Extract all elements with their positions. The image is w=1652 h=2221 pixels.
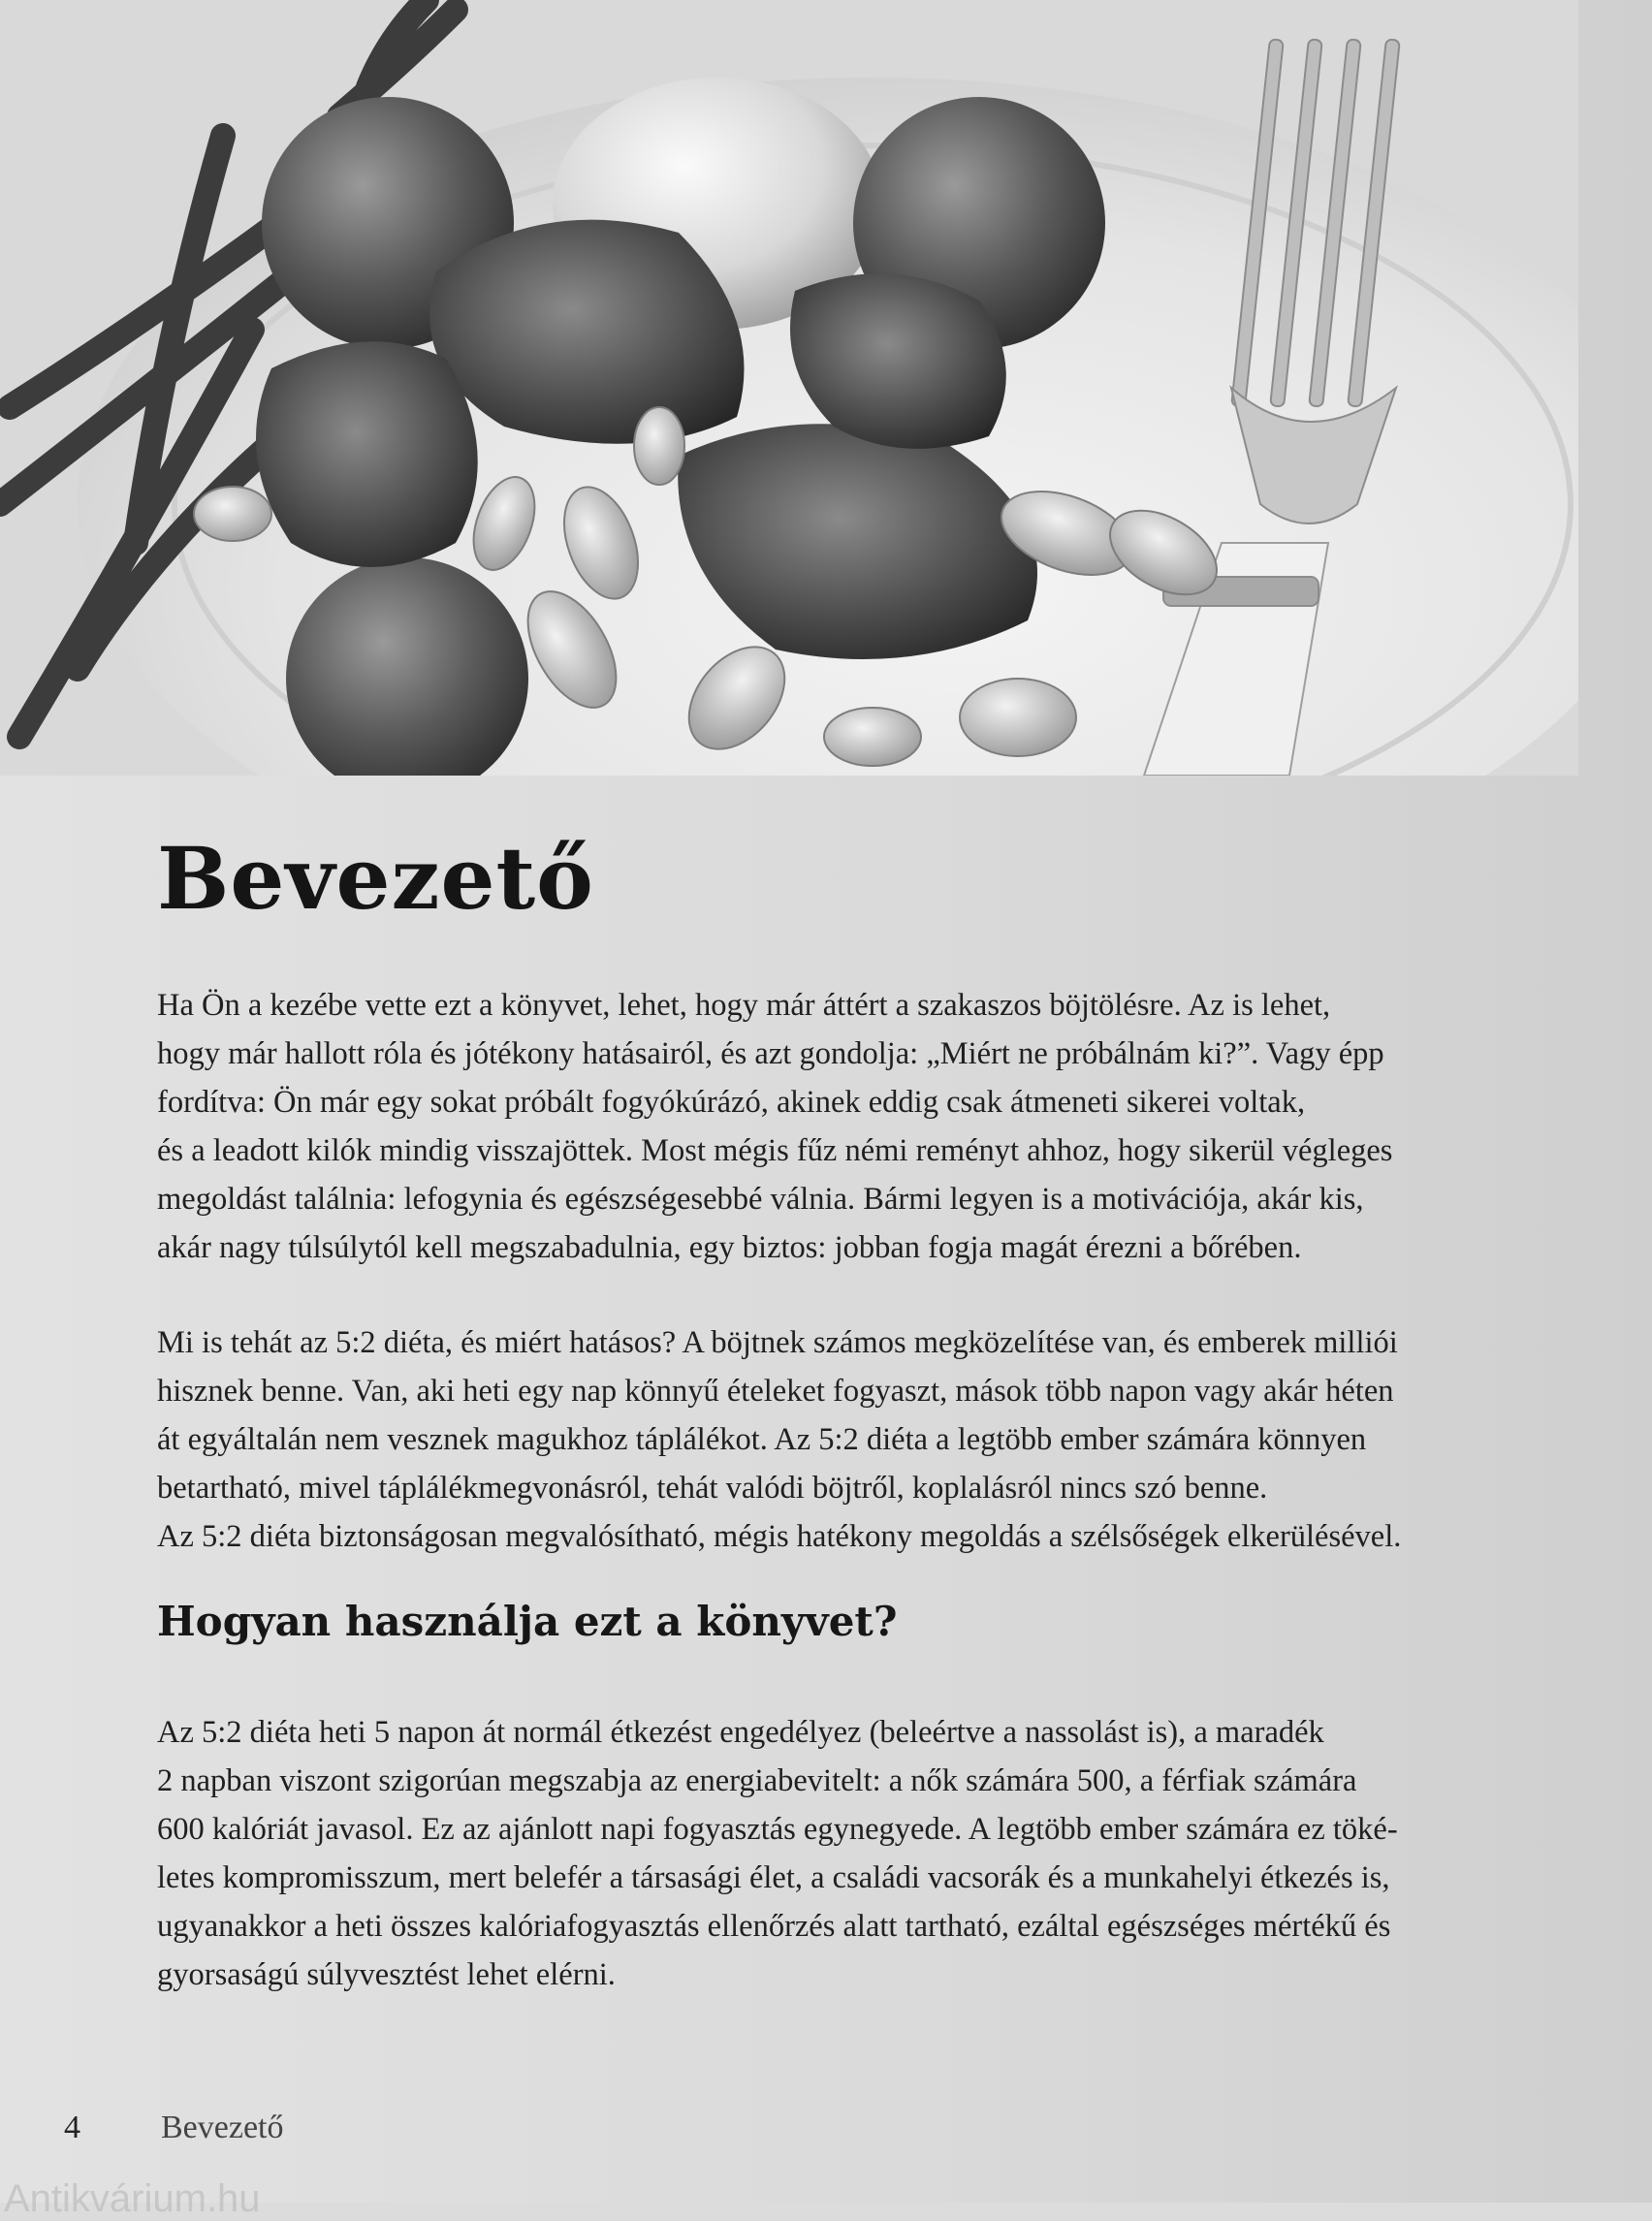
paragraph-line: át egyáltalán nem vesznek magukhoz táplálékot. Az 5:2 diéta a legtöbb ember számára könnyen	[157, 1422, 1367, 1457]
running-footer: Bevezető	[161, 2110, 284, 2145]
paragraph-line: Mi is tehát az 5:2 diéta, és miért hatásos? A böjtnek számos megközelítése van, és emberek milliói	[157, 1325, 1398, 1360]
paragraph-line: 2 napban viszont szigorúan megszabja az energiabevitelt: a nők számára 500, a férfiak számára	[157, 1763, 1357, 1798]
food-photo-illustration	[0, 0, 1578, 776]
page-number: 4	[64, 2110, 80, 2145]
paragraph-line: Az 5:2 diéta biztonságosan megvalósítható, mégis hatékony megoldás a szélsőségek elkerülésével.	[157, 1519, 1402, 1554]
paragraph-line: akár nagy túlsúlytól kell megszabadulnia, egy biztos: jobban fogja magát érezni a bőrében.	[157, 1230, 1302, 1265]
page-title: Bevezető	[157, 828, 594, 929]
paragraph-line: hogy már hallott róla és jótékony hatásairól, és azt gondolja: „Miért ne próbálnám ki?”. Vagy épp	[157, 1036, 1384, 1071]
paragraph-line: és a leadott kilók mindig visszajöttek. Most mégis fűz némi reményt ahhoz, hogy sikerül végleges	[157, 1133, 1393, 1168]
section-heading: Hogyan használja ezt a könyvet?	[157, 1598, 898, 1645]
paragraph-line: Ha Ön a kezébe vette ezt a könyvet, lehet, hogy már áttért a szakaszos böjtölésre. Az is lehet,	[157, 988, 1331, 1023]
paragraph-line: gyorsaságú súlyvesztést lehet elérni.	[157, 1957, 616, 1992]
watermark: Antikvárium.hu	[4, 2177, 261, 2220]
intro-paragraph	[157, 981, 1580, 1272]
paragraph-line: Az 5:2 diéta heti 5 napon át normál étkezést engedélyez (beleértve a nassolást is), a maradék	[157, 1715, 1324, 1750]
paragraph-line: hisznek benne. Van, aki heti egy nap könnyű ételeket fogyaszt, mások több napon vagy akár héten	[157, 1374, 1394, 1409]
food-photo	[0, 0, 1578, 776]
diet-paragraph	[157, 1318, 1580, 1561]
howto-paragraph	[157, 1708, 1580, 1999]
paragraph-line: letes kompromisszum, mert belefér a társasági élet, a családi vacsorák és a munkahelyi étkezés is,	[157, 1860, 1390, 1895]
paragraph-line: megoldást találnia: lefogynia és egészségesebbé válnia. Bármi legyen is a motivációja, akár kis,	[157, 1182, 1364, 1217]
paragraph-line: betartható, mivel táplálékmegvonásról, tehát valódi böjtről, koplalásról nincs szó benne.	[157, 1471, 1268, 1506]
paragraph-line: fordítva: Ön már egy sokat próbált fogyókúrázó, akinek eddig csak átmeneti sikerei voltak,	[157, 1085, 1306, 1120]
paragraph-line: 600 kalóriát javasol. Ez az ajánlott napi fogyasztás egynegyede. A legtöbb ember számára ez töké-	[157, 1812, 1398, 1847]
paragraph-line: ugyanakkor a heti összes kalóriafogyasztás ellenőrzés alatt tartható, ezáltal egészséges mértékű és	[157, 1909, 1391, 1944]
